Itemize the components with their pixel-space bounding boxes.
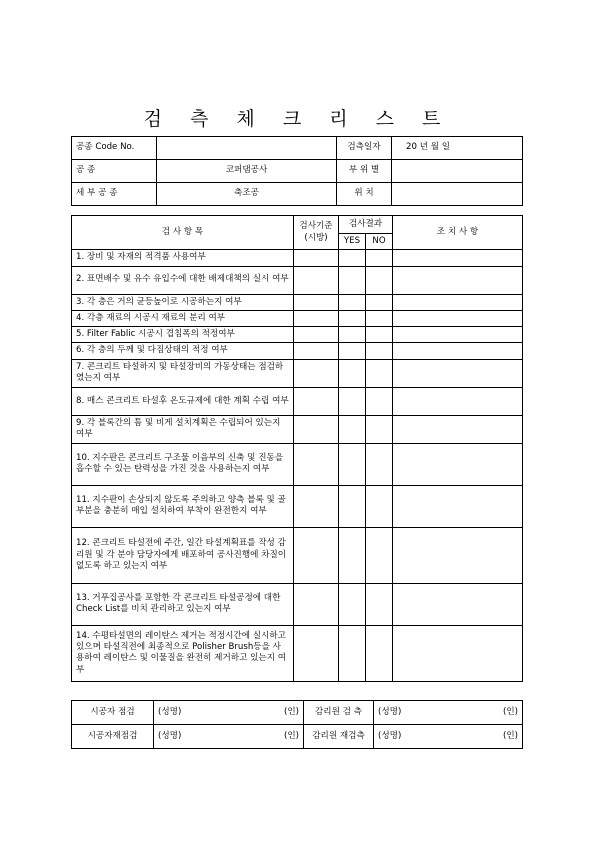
position-label: 위 치 — [337, 183, 392, 206]
standard-cell[interactable] — [294, 583, 339, 625]
checklist-row — [72, 443, 523, 485]
action-cell[interactable] — [393, 266, 523, 294]
standard-cell[interactable] — [294, 443, 339, 485]
date-label: 검측일자 — [337, 137, 392, 160]
contractor-supervisor-sign[interactable] — [154, 725, 304, 749]
detail-value[interactable]: 축조공 — [157, 183, 337, 206]
action-cell[interactable] — [393, 310, 523, 326]
checklist-item-text: 8. 매스 콘크리트 타설후 온도규제에 대한 계획 수립 여부 — [72, 387, 294, 415]
checklist-item-text: 9. 각 블록간의 틈 및 비게 설치계획은 수립되어 있는지 여부 — [72, 415, 294, 443]
yes-cell[interactable] — [339, 443, 366, 485]
sign-placeholder: (성명) — [378, 706, 402, 717]
action-cell[interactable] — [393, 294, 523, 310]
seal-mark: (인) — [283, 730, 299, 741]
standard-cell[interactable] — [294, 310, 339, 326]
yes-cell[interactable] — [339, 266, 366, 294]
detail-label: 세 부 공 종 — [72, 183, 157, 206]
checklist-item-text: 13. 거푸집공사를 포함한 각 콘크리트 타설공정에 대한 Check List를 비치 관리하고 있는지 여부 — [72, 583, 294, 625]
code-label: 공종 Code No. — [72, 137, 157, 160]
checklist-row — [72, 625, 523, 681]
no-cell[interactable] — [366, 294, 393, 310]
yes-cell[interactable] — [339, 625, 366, 681]
checklist-row — [72, 359, 523, 387]
no-cell[interactable] — [366, 387, 393, 415]
code-value[interactable] — [157, 137, 337, 160]
no-cell[interactable] — [366, 583, 393, 625]
no-cell[interactable] — [366, 443, 393, 485]
yes-cell[interactable] — [339, 485, 366, 527]
standard-cell[interactable] — [294, 343, 339, 359]
yes-cell[interactable] — [339, 387, 366, 415]
yes-cell[interactable] — [339, 250, 366, 266]
action-cell[interactable] — [393, 387, 523, 415]
sign-placeholder: (성명) — [158, 730, 182, 741]
no-cell[interactable] — [366, 266, 393, 294]
checklist-row — [72, 527, 523, 583]
checklist-row — [72, 387, 523, 415]
standard-cell[interactable] — [294, 527, 339, 583]
checklist-row — [72, 310, 523, 326]
date-value[interactable]: 20 년 월 일 — [392, 137, 523, 160]
action-cell[interactable] — [393, 443, 523, 485]
contractor-supervisor-label: 시공자재점검 — [72, 725, 154, 749]
yes-cell[interactable] — [339, 527, 366, 583]
signature-table — [71, 700, 523, 749]
checklist-item-text: 11. 지수판이 손상되지 않도록 주의하고 양측 블록 및 골부분을 충분히 매입 설치하여 부착이 완전한지 여부 — [72, 485, 294, 527]
standard-cell[interactable] — [294, 266, 339, 294]
seal-mark: (인) — [502, 730, 518, 741]
seal-mark: (인) — [283, 706, 299, 717]
work-label: 공 종 — [72, 160, 157, 183]
part-label: 부 위 별 — [337, 160, 392, 183]
sign-placeholder: (성명) — [158, 706, 182, 717]
standard-cell[interactable] — [294, 250, 339, 266]
no-cell[interactable] — [366, 250, 393, 266]
action-cell[interactable] — [393, 583, 523, 625]
yes-cell[interactable] — [339, 327, 366, 343]
checklist-item-text: 10. 지수판은 콘크리트 구조물 이음부의 신축 및 진동을 흡수할 수 있는 탄력성을 가진 것을 사용하는지 여부 — [72, 443, 294, 485]
checklist-item-text: 5. Filter Fablic 시공시 겹침폭의 적정여부 — [72, 327, 294, 343]
supervisor-recheck-sign[interactable] — [374, 725, 523, 749]
col-no-header: NO — [366, 234, 393, 250]
contractor-label: 시공자 점검 — [72, 701, 154, 725]
checklist-row — [72, 343, 523, 359]
no-cell[interactable] — [366, 625, 393, 681]
checklist-item-text: 3. 각 층은 거의 균등높이로 시공하는지 여부 — [72, 294, 294, 310]
yes-cell[interactable] — [339, 359, 366, 387]
checklist-row — [72, 485, 523, 527]
action-cell[interactable] — [393, 485, 523, 527]
contractor-sign[interactable] — [154, 701, 304, 725]
yes-cell[interactable] — [339, 310, 366, 326]
standard-cell[interactable] — [294, 294, 339, 310]
action-cell[interactable] — [393, 527, 523, 583]
no-cell[interactable] — [366, 359, 393, 387]
action-cell[interactable] — [393, 359, 523, 387]
position-value[interactable] — [392, 183, 523, 206]
yes-cell[interactable] — [339, 583, 366, 625]
work-value[interactable]: 코퍼댐공사 — [157, 160, 337, 183]
col-result-header: 검사결과 — [339, 216, 393, 234]
checklist-item-text: 1. 장비 및 자재의 적격품 사용여부 — [72, 250, 294, 266]
checklist-row — [72, 583, 523, 625]
no-cell[interactable] — [366, 327, 393, 343]
action-cell[interactable] — [393, 625, 523, 681]
col-yes-header: YES — [339, 234, 366, 250]
standard-cell[interactable] — [294, 625, 339, 681]
checklist-item-text: 6. 각 층의 두께 및 다짐상태의 적정 여부 — [72, 343, 294, 359]
yes-cell[interactable] — [339, 415, 366, 443]
col-items-header: 검 사 항 목 — [72, 216, 294, 250]
action-cell[interactable] — [393, 327, 523, 343]
yes-cell[interactable] — [339, 343, 366, 359]
no-cell[interactable] — [366, 310, 393, 326]
action-cell[interactable] — [393, 415, 523, 443]
checklist-row — [72, 327, 523, 343]
yes-cell[interactable] — [339, 294, 366, 310]
checklist-row — [72, 250, 523, 266]
checklist-item-text: 12. 콘크리트 타설전에 주간, 일간 타설계획표를 작성 감리원 및 각 분야 담당자에게 배포하여 공사진행에 차질이 없도록 하고 있는지 여부 — [72, 527, 294, 583]
checklist-item-text: 14. 수평타설면의 레이탄스 제거는 적정시간에 실시하고 있으며 타설직전에 최종적으로 Polisher Brush등을 사용하여 레이탄스 및 이물질을 완전히 제거하고 있는지 여부 — [72, 625, 294, 681]
checklist-item-text: 2. 표면배수 및 유수 유입수에 대한 배제대책의 실시 여부 — [72, 266, 294, 294]
part-value[interactable] — [392, 160, 523, 183]
no-cell[interactable] — [366, 343, 393, 359]
checklist-row — [72, 294, 523, 310]
supervisor-recheck-label: 감리원 재검측 — [304, 725, 374, 749]
no-cell[interactable] — [366, 527, 393, 583]
action-cell[interactable] — [393, 343, 523, 359]
col-standard-header: 검사기준 (시방) — [294, 216, 339, 250]
checklist-item-text: 7. 콘크리트 타설하지 및 타설장비의 가동상태는 점검하였는지 여부 — [72, 359, 294, 387]
page-title: 검 측 체 크 리 스 트 — [143, 108, 452, 130]
col-action-header: 조 치 사 항 — [393, 216, 523, 250]
standard-cell[interactable] — [294, 387, 339, 415]
no-cell[interactable] — [366, 415, 393, 443]
header-table — [71, 136, 523, 206]
standard-cell[interactable] — [294, 485, 339, 527]
checklist-row — [72, 415, 523, 443]
no-cell[interactable] — [366, 485, 393, 527]
checklist-item-text: 4. 각층 재료의 시공시 재료의 분리 여부 — [72, 310, 294, 326]
action-cell[interactable] — [393, 250, 523, 266]
sign-placeholder: (성명) — [378, 730, 402, 741]
checklist-table — [71, 215, 523, 682]
checklist-row — [72, 266, 523, 294]
standard-cell[interactable] — [294, 359, 339, 387]
supervisor-sign[interactable] — [374, 701, 523, 725]
standard-cell[interactable] — [294, 327, 339, 343]
standard-cell[interactable] — [294, 415, 339, 443]
seal-mark: (인) — [502, 706, 518, 717]
supervisor-label: 감리원 검 측 — [304, 701, 374, 725]
